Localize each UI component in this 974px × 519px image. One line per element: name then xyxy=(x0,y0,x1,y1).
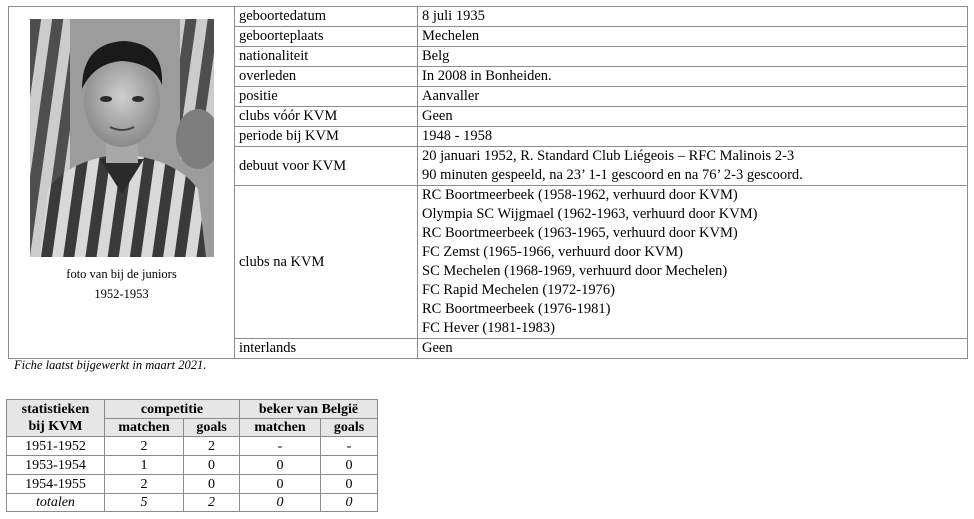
table-row xyxy=(7,475,378,494)
totals-label-cell: totalen xyxy=(7,494,105,512)
club-item: SC Mechelen (1968-1969, verhuurd door Mechelen) xyxy=(422,263,728,279)
debuut-line1: 20 januari 1952, R. Standard Club Liégeois – RFC Malinois 2-3 xyxy=(422,148,795,164)
label-geboortedatum: geboortedatum xyxy=(235,7,418,27)
beker-goals-cell: - xyxy=(321,437,378,456)
club-item: RC Boortmeerbeek (1976-1981) xyxy=(422,301,611,317)
table-row xyxy=(7,456,378,475)
comp-goals-cell: 0 xyxy=(184,456,240,475)
club-item: FC Zemst (1965-1966, verhuurd door KVM) xyxy=(422,244,683,260)
comp-goals-cell: 2 xyxy=(184,437,240,456)
value-periode: 1948 - 1958 xyxy=(418,127,968,147)
beker-goals-cell: 0 xyxy=(321,475,378,494)
value-overleden: In 2008 in Bonheiden. xyxy=(418,67,968,87)
statistics-table xyxy=(6,399,378,512)
beker-matchen-cell: - xyxy=(240,437,321,456)
label-positie: positie xyxy=(235,87,418,107)
beker-matchen-cell: 0 xyxy=(240,475,321,494)
label-interlands: interlands xyxy=(235,339,418,359)
totals-beker-matchen-cell: 0 xyxy=(240,494,321,512)
club-item: FC Rapid Mechelen (1972-1976) xyxy=(422,282,615,298)
value-interlands: Geen xyxy=(418,339,968,359)
stats-sub-beker-matchen: matchen xyxy=(240,419,321,437)
label-clubs-voor: clubs vóór KVM xyxy=(235,107,418,127)
label-periode: periode bij KVM xyxy=(235,127,418,147)
value-positie: Aanvaller xyxy=(418,87,968,107)
value-debuut xyxy=(418,147,968,186)
value-geboorteplaats: Mechelen xyxy=(418,27,968,47)
totals-comp-matchen-cell: 5 xyxy=(105,494,184,512)
value-nationaliteit: Belg xyxy=(418,47,968,67)
season-cell: 1953-1954 xyxy=(7,456,105,475)
comp-goals-cell: 0 xyxy=(184,475,240,494)
value-clubs-na xyxy=(418,186,968,339)
label-geboorteplaats: geboorteplaats xyxy=(235,27,418,47)
totals-row xyxy=(7,494,378,512)
debuut-line2: 90 minuten gespeeld, na 23’ 1-1 gescoord en na 76’ 2-3 gescoord. xyxy=(422,167,803,183)
stats-header-season: statistieken bij KVM xyxy=(7,400,105,437)
stats-header-competitie: competitie xyxy=(105,400,240,419)
stats-sub-comp-matchen: matchen xyxy=(105,419,184,437)
label-nationaliteit: nationaliteit xyxy=(235,47,418,67)
beker-matchen-cell: 0 xyxy=(240,456,321,475)
value-geboortedatum: 8 juli 1935 xyxy=(418,7,968,27)
season-cell: 1951-1952 xyxy=(7,437,105,456)
season-cell: 1954-1955 xyxy=(7,475,105,494)
club-item: FC Hever (1981-1983) xyxy=(422,320,555,336)
label-debuut: debuut voor KVM xyxy=(235,147,418,186)
label-clubs-na: clubs na KVM xyxy=(235,186,418,339)
value-clubs-voor: Geen xyxy=(418,107,968,127)
comp-matchen-cell: 2 xyxy=(105,475,184,494)
update-note: Fiche laatst bijgewerkt in maart 2021. xyxy=(14,358,207,372)
totals-beker-goals-cell: 0 xyxy=(321,494,378,512)
photo-caption-line2: 1952-1953 xyxy=(94,287,149,301)
player-fiche-table xyxy=(8,6,968,359)
comp-matchen-cell: 2 xyxy=(105,437,184,456)
club-item: Olympia SC Wijgmael (1962-1963, verhuurd door KVM) xyxy=(422,206,758,222)
stats-sub-comp-goals: goals xyxy=(184,419,240,437)
club-item: RC Boortmeerbeek (1958-1962, verhuurd door KVM) xyxy=(422,187,738,203)
beker-goals-cell: 0 xyxy=(321,456,378,475)
stats-sub-beker-goals: goals xyxy=(321,419,378,437)
player-photo xyxy=(30,19,214,257)
stats-header-beker: beker van België xyxy=(240,400,378,419)
photo-caption-line1: foto van bij de juniors xyxy=(66,267,177,281)
comp-matchen-cell: 1 xyxy=(105,456,184,475)
table-row xyxy=(7,437,378,456)
label-overleden: overleden xyxy=(235,67,418,87)
club-item: RC Boortmeerbeek (1963-1965, verhuurd door KVM) xyxy=(422,225,738,241)
photo-cell xyxy=(9,7,235,359)
totals-comp-goals-cell: 2 xyxy=(184,494,240,512)
